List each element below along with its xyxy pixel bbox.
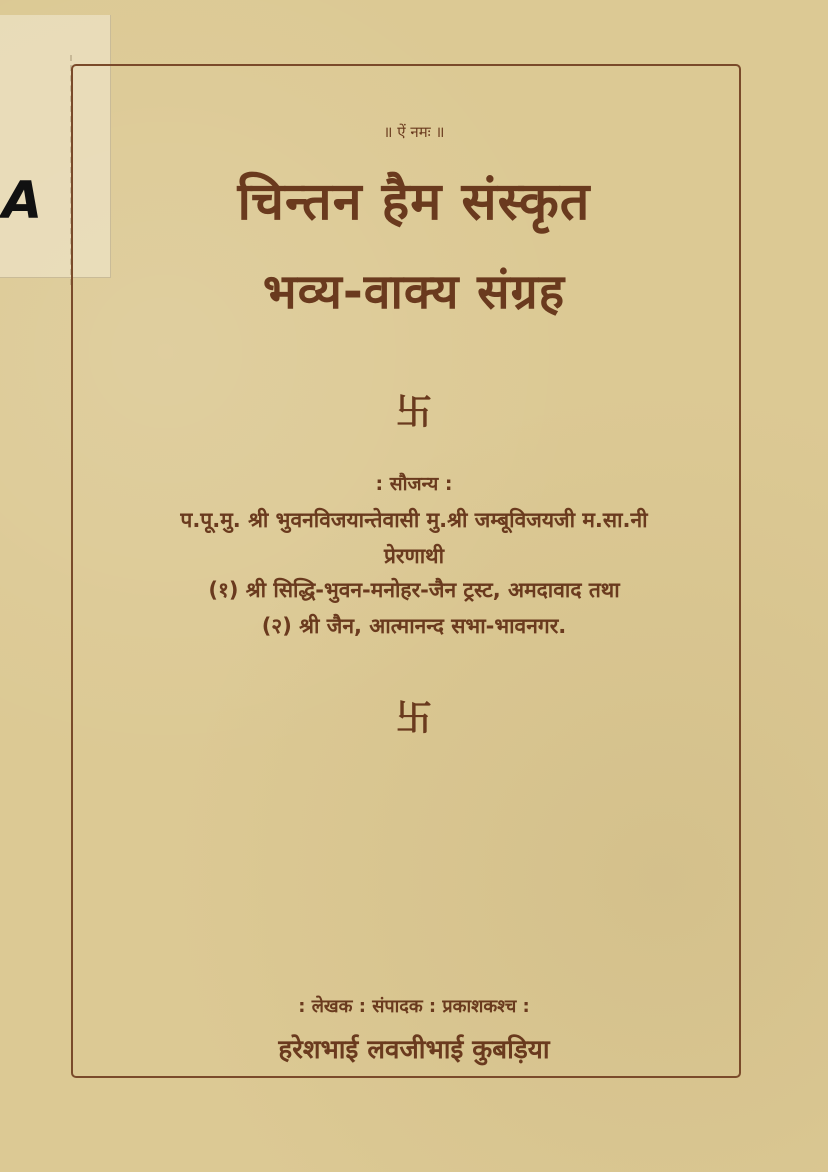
courtesy-heading: : सौजन्य : xyxy=(375,473,453,495)
courtesy-line: प्रेरणाथी xyxy=(383,544,445,568)
courtesy-line: (२) श्री जैन, आत्मानन्द सभा-भावनगर. xyxy=(261,614,567,638)
tape-letter: A xyxy=(2,171,43,231)
book-title-line-1: चिन्तन हैम संस्कृत xyxy=(237,172,591,232)
author-name: हरेशभाई लवजीभाई कुबड़िया xyxy=(278,1035,550,1065)
courtesy-line: प.पू.मु. श्री भुवनविजयान्तेवासी मु.श्री जम्बूविजयजी म.सा.नी xyxy=(180,508,648,532)
swastika-symbol-icon: 卐 xyxy=(395,698,432,739)
swastika-symbol-icon: 卐 xyxy=(395,392,432,433)
author-heading: : लेखक : संपादक : प्रकाशकश्च : xyxy=(298,996,530,1017)
courtesy-line: (१) श्री सिद्धि-भुवन-मनोहर-जैन ट्रस्ट, अमदावाद तथा xyxy=(208,578,620,602)
book-title-line-2: भव्य-वाक्य संग्रह xyxy=(262,264,566,320)
invocation-line: ॥ ऐं नमः ॥ xyxy=(383,123,445,141)
